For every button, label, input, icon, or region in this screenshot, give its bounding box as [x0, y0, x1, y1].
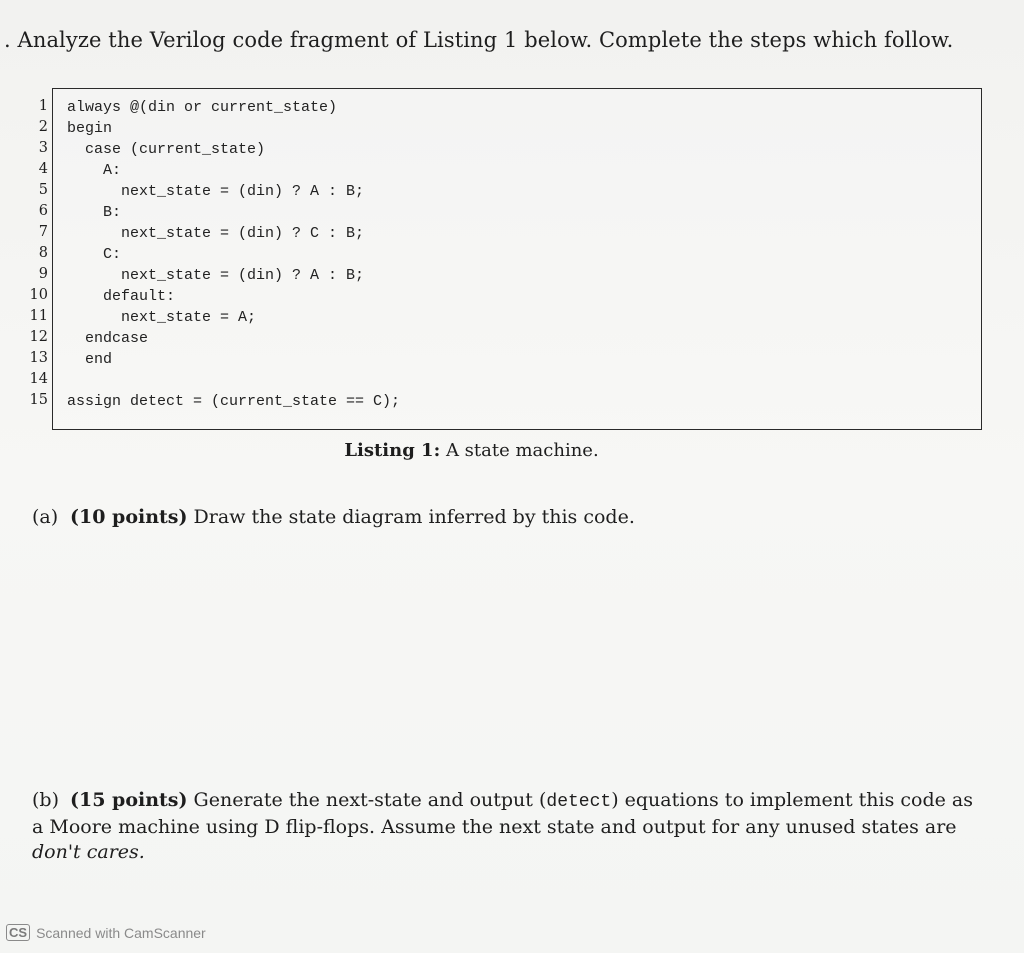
line-number: 13	[29, 350, 48, 366]
part-a-label: (a)	[32, 506, 59, 528]
line-number: 5	[38, 182, 48, 198]
part-b-label: (b)	[32, 789, 59, 811]
watermark-text: Scanned with CamScanner	[36, 924, 206, 941]
part-b-points: (15 points)	[70, 789, 188, 811]
code-listing	[24, 88, 984, 432]
line-number: 15	[29, 392, 48, 408]
code-line: endcase	[67, 330, 149, 347]
code-line: next_state = (din) ? A : B;	[67, 183, 365, 200]
code-line: next_state = A;	[67, 309, 257, 326]
part-a-points: (10 points)	[70, 506, 188, 528]
code-line	[67, 370, 400, 391]
camscanner-logo-icon: CS	[6, 924, 30, 941]
part-b-emphasis: don't cares.	[32, 841, 145, 863]
caption-label: Listing 1:	[344, 440, 441, 461]
code-line: end	[67, 351, 113, 368]
line-number: 14	[29, 371, 48, 387]
line-number: 8	[38, 245, 48, 261]
line-number: 11	[29, 308, 48, 324]
line-numbers	[24, 96, 48, 411]
caption-text: A state machine.	[440, 440, 599, 461]
line-number: 7	[38, 224, 48, 240]
camscanner-watermark	[6, 924, 206, 941]
code-line: B:	[67, 204, 122, 221]
code-line: always @(din or current_state)	[67, 99, 338, 116]
code-block	[67, 97, 400, 412]
code-line: A:	[67, 162, 122, 179]
code-line: case (current_state)	[67, 141, 266, 158]
part-a-text: Draw the state diagram inferred by this code.	[187, 506, 635, 528]
line-number: 6	[38, 203, 48, 219]
code-line: begin	[67, 120, 113, 137]
line-number: 9	[38, 266, 48, 282]
line-number: 2	[38, 119, 48, 135]
code-line: next_state = (din) ? C : B;	[67, 225, 365, 242]
code-line: next_state = (din) ? A : B;	[67, 267, 365, 284]
line-number: 10	[29, 287, 48, 303]
part-a	[32, 505, 982, 530]
listing-caption	[0, 440, 943, 461]
part-b-code: detect	[546, 792, 612, 812]
code-line: default:	[67, 288, 176, 305]
code-line: assign detect = (current_state == C);	[67, 393, 401, 410]
part-b	[32, 788, 982, 865]
line-number: 12	[29, 329, 48, 345]
part-b-text-1: Generate the next-state and output (	[187, 789, 547, 811]
code-line: C:	[67, 246, 122, 263]
line-number: 3	[38, 140, 48, 156]
code-box	[52, 88, 982, 430]
line-number: 1	[38, 98, 48, 114]
question-intro: . Analyze the Verilog code fragment of Listing 1 below. Complete the steps which follow.	[4, 28, 954, 52]
part-b-text-2: ) equations to implement this code as a Moore machine using D flip-flops. Assume the next state and output for any unused states are	[32, 789, 974, 838]
line-number: 4	[38, 161, 48, 177]
